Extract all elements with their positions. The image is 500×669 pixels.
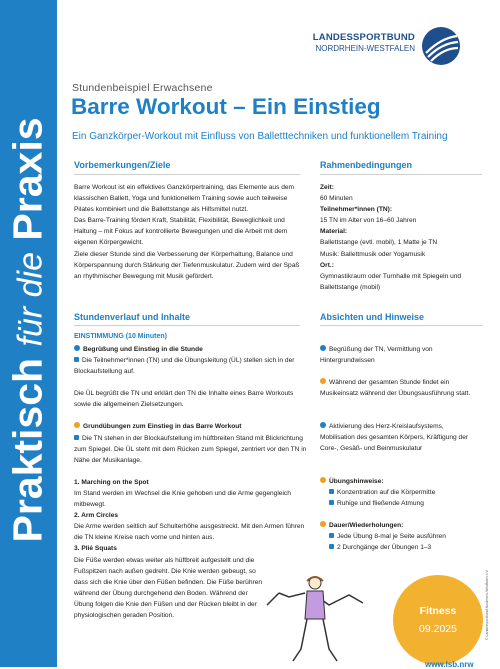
material-value-2: Musik: Ballettmusik oder Yogamusik <box>320 250 426 258</box>
footer-url[interactable]: www.lsb.nrw <box>425 660 474 669</box>
badge-category: Fitness <box>419 605 457 617</box>
sidebar-title <box>4 117 51 543</box>
exercise-figure-illustration <box>265 575 365 667</box>
ort-value: Gymnastikraum oder Turnhalle mit Spiegeln und Ballettstange (mobil) <box>320 272 462 291</box>
category-badge <box>393 575 483 665</box>
step2-title: 2. Arm Circles <box>74 512 119 520</box>
bullet-icon <box>320 422 326 428</box>
divider <box>74 325 300 326</box>
heading-stundenverlauf: Stundenverlauf und Inhalte <box>74 312 191 322</box>
tn-value: 15 TN im Alter von 16–60 Jahren <box>320 217 417 225</box>
heading-vorbemerkungen: Vorbemerkungen/Ziele <box>74 160 171 170</box>
page-title: Barre Workout – Ein Einstieg <box>71 94 381 119</box>
material-label: Material: <box>320 228 348 236</box>
rahmen-text <box>320 182 480 293</box>
sidebar-word-praxis: Praxis <box>4 117 51 241</box>
badge-date: 09.2025 <box>419 623 457 635</box>
hinweis-4-title: Übungshinweise: <box>329 478 384 485</box>
divider <box>320 325 482 326</box>
hinweis-2 <box>320 377 480 399</box>
step1-title: 1. Marching on the Spot <box>74 478 149 486</box>
sidebar-word-praktisch: Praktisch <box>4 357 51 543</box>
vorbemerkungen-p3: Ziele dieser Stunde sind die Verbesserung der Körperhaltung, Balance und Körperspannung durch Stärkung der Tiefenmuskulatur. Zudem wird der Spaß an rhythmischer Bewegung mit Musik gefördert. <box>74 250 300 280</box>
step2-text: Die Arme werden seitlich auf Schulterhöhe ausgestreckt. Mit den Armen führen die TN kleine Kreise nach vorne und hinten aus. <box>74 523 305 542</box>
bullet-icon <box>320 521 326 527</box>
block1-text2: Die ÜL begrüßt die TN und erklärt den TN die Inhalte eines Barre Workouts sowie die allgemeinen Zielsetzungen. <box>74 390 294 409</box>
checkbox-icon <box>329 489 334 494</box>
material-value-1: Ballettstange (evtl. mobil), 1 Matte je TN <box>320 239 438 247</box>
sidebar-band <box>0 0 57 667</box>
hinweis-4 <box>320 476 480 509</box>
divider <box>320 174 482 175</box>
step3-title: 3. Plié Squats <box>74 545 117 553</box>
bullet-icon <box>320 477 326 483</box>
bullet-icon <box>320 378 326 384</box>
checkbox-icon <box>329 500 334 505</box>
imprint-text: © Landessportbund Nordrhein-Westfalen e.V. <box>485 569 489 640</box>
block2-text1: Die TN stehen in der Blockaufstellung im hüftbreiten Stand mit Blickrichtung zum Spiegel. Die ÜL steht mit dem Rücken zum Spiegel, zentriert vor den TN in Nähe der Musikanlage. <box>74 434 307 464</box>
block1-title: Begrüßung und Einstieg in die Stunde <box>83 346 203 353</box>
heading-rahmenbedingungen: Rahmenbedingungen <box>320 160 412 170</box>
hinweis-5-item1: Jede Übung 8-mal je Seite ausführen <box>337 533 446 541</box>
logo-text <box>313 32 415 53</box>
vorbemerkungen-text <box>74 182 306 282</box>
heading-hinweise: Absichten und Hinweise <box>320 312 425 322</box>
hinweis-2-text: Während der gesamten Stunde findet ein Musikeinsatz während der Übungsausführung statt. <box>320 379 471 398</box>
tn-label: Teilnehmer*innen (TN): <box>320 206 393 214</box>
hinweis-4-item2: Ruhige und fließende Atmung <box>337 500 424 508</box>
phase-label: EINSTIMMUNG (10 Minuten) <box>74 333 167 340</box>
lsb-logo-icon <box>420 26 462 66</box>
hinweis-1 <box>320 344 480 366</box>
step3-text: Die Füße werden etwas weiter als hüftbreit aufgestellt und die Fußspitzen nach außen gedreht. Die Knie werden gebeugt, so dass sich die Knie über den Füßen befinden. Die Füße berühren während der Übung durchgehend den Boden. Während der Übung folgen die Knie den Füßen und der Rücken bleibt in der physiologischen geraden Position. <box>74 556 263 619</box>
zeit-label: Zeit: <box>320 184 334 191</box>
checkbox-icon <box>74 435 79 440</box>
bullet-icon <box>320 345 326 351</box>
block2-title: Grundübungen zum Einstieg in das Barre Workout <box>83 423 242 431</box>
checkbox-icon <box>329 544 334 549</box>
step1-text: Im Stand werden im Wechsel die Knie gehoben und die Arme gegengleich mitbewegt. <box>74 489 291 509</box>
hinweis-3 <box>320 421 480 454</box>
bullet-icon <box>74 422 80 428</box>
zeit-value: 60 Minuten <box>320 195 353 203</box>
sidebar-word-fuer-die: für die <box>11 252 50 347</box>
ort-label: Ort.: <box>320 261 334 269</box>
vorbemerkungen-p1: Barre Workout ist ein effektives Ganzkörpertraining, das Elemente aus dem klassischen Ballett, Yoga und funktionellem Training sowie auch teilweise Pilates kombiniert und die Ballettstange als Hilfsmittel nutzt. <box>74 184 295 214</box>
logo-line1: LANDESSPORTBUND <box>312 32 415 43</box>
hinweis-5 <box>320 520 480 553</box>
hinweis-5-title: Dauer/Wiederholungen: <box>329 522 404 529</box>
page-subtitle: Ein Ganzkörper-Workout mit Einfluss von Balletttechniken und funktionellem Training <box>72 131 448 142</box>
block1-text1: Die Teilnehmer*innen (TN) und die Übungsleitung (ÜL) stellen sich in der Blockaufstellung auf. <box>74 357 295 376</box>
hinweis-4-item1: Konzentration auf die Körpermitte <box>337 489 436 497</box>
hinweis-5-item2: 2 Durchgänge der Übungen 1–3 <box>337 544 432 552</box>
checkbox-icon <box>329 533 334 538</box>
hinweis-1-text: Begrüßung der TN, Vermittlung von Hintergrundwissen <box>320 346 433 365</box>
bullet-icon <box>74 345 80 351</box>
checkbox-icon <box>74 357 79 362</box>
hinweis-3-text: Aktivierung des Herz-Kreislaufsystems, Mobilisation des gesamten Körpers, Kräftigung der Core-, Gesäß- und Beinmuskulatur <box>320 423 469 453</box>
kicker: Stundenbeispiel Erwachsene <box>72 82 213 94</box>
vorbemerkungen-p2: Das Barre-Training fördert Kraft, Stabilität, Flexibilität, Beweglichkeit und Haltung – mit Fokus auf kontrollierte Bewegungen und die Arbeit mit dem eigenen Körpergewicht. <box>74 217 288 247</box>
logo-line2: NORDRHEIN-WESTFALEN <box>315 44 415 53</box>
divider <box>74 174 300 175</box>
